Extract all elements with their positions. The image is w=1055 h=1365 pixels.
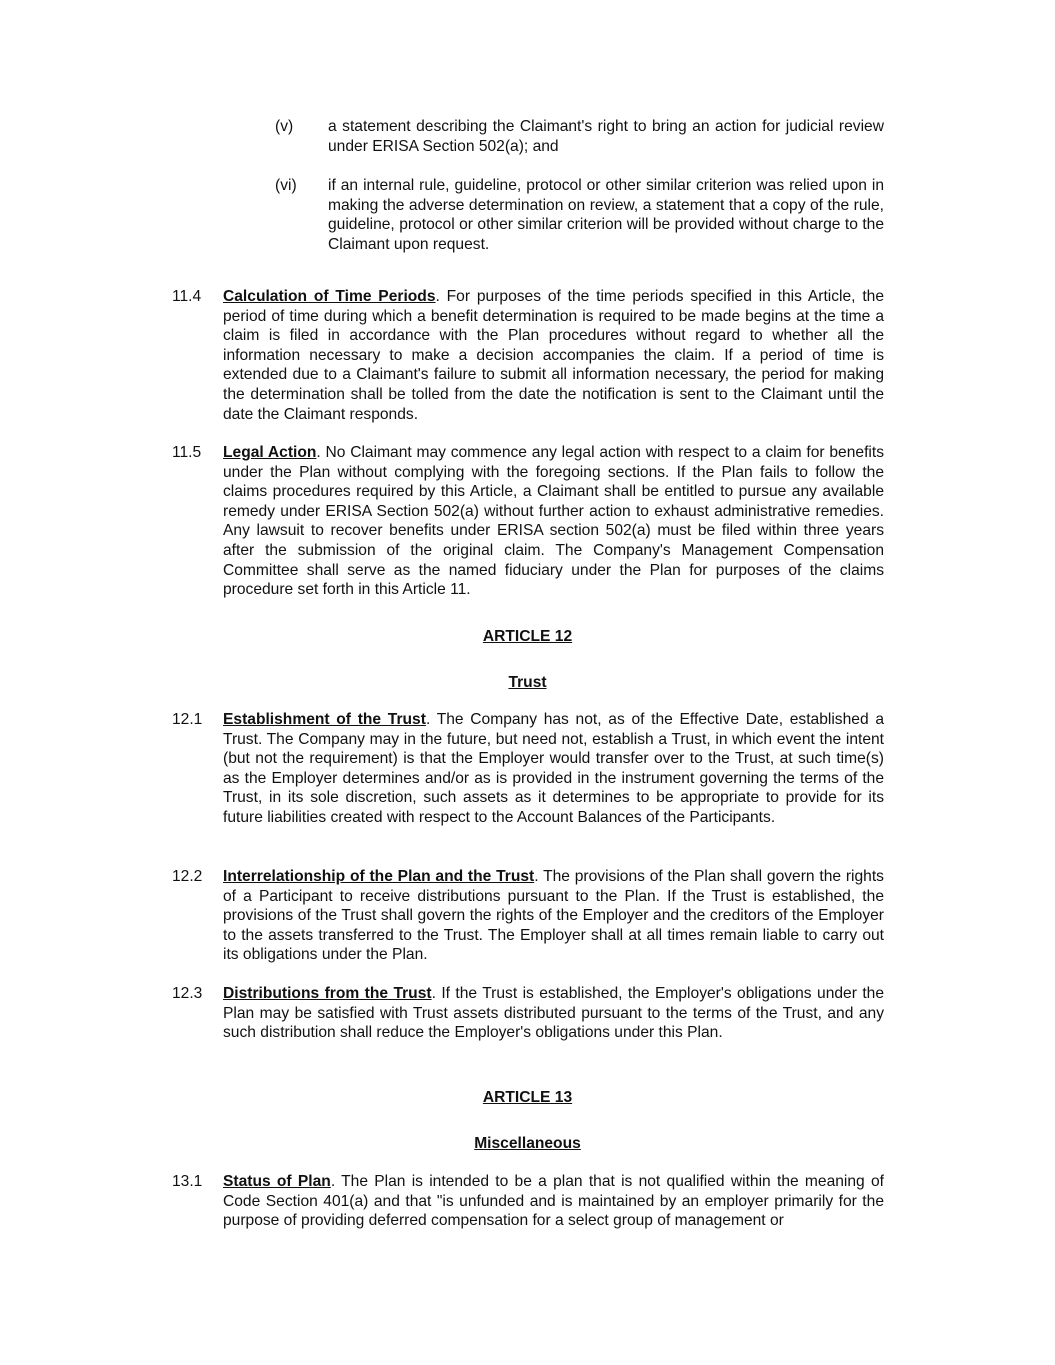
subitem-text: if an internal rule, guideline, protocol or other similar criterion was relied upon in making the adverse determination on review, a statement that a copy of the rule, guideline, protocol or other similar criterion will be provided without charge to the Claimant upon request. (328, 177, 884, 253)
section-11-5 (172, 443, 884, 600)
article-13-title: ARTICLE 13 (482, 1089, 573, 1106)
article-12-title: ARTICLE 12 (482, 628, 573, 645)
article-13-subtitle: Miscellaneous (474, 1135, 581, 1152)
section-text: . The Plan is intended to be a plan that is not qualified within the meaning of Code Section 401(a) and that "is unfunded and is maintained by an employer primarily for the purpose of providing deferred compensation for a select group of management or (223, 1173, 884, 1230)
section-heading: Legal Action (223, 444, 317, 461)
subitem-vi (275, 176, 884, 254)
section-body (223, 1172, 884, 1231)
section-12-1 (172, 710, 884, 828)
section-12-3 (172, 984, 884, 1043)
section-number: 13.1 (172, 1173, 203, 1190)
section-number: 11.5 (172, 444, 202, 461)
section-body (223, 867, 884, 965)
section-body (223, 710, 884, 828)
section-text: . No Claimant may commence any legal action with respect to a claim for benefits under the Plan without complying with the foregoing sections. If the Plan fails to follow the claims procedures required by this Article, a Claimant shall be entitled to pursue any available remedy under ERISA Section 502(a) without further action to exhaust administrative remedies. Any lawsuit to recover benefits under ERISA section 502(a) must be filed within three years after the submission of the original claim. The Company's Management Compensation Committee shall serve as the named fiduciary under the Plan for purposes of the claims procedure set forth in this Article 11. (223, 444, 884, 599)
subitem-text: a statement describing the Claimant's right to bring an action for judicial review under ERISA Section 502(a); and (328, 118, 884, 155)
section-text: . The provisions of the Plan shall govern the rights of a Participant to receive distributions pursuant to the Plan. If the Trust is established, the provisions of the Trust shall govern the rights of the Employer and the creditors of the Employer to the assets transferred to the Trust. The Employer shall at all times remain liable to carry out its obligations under the Plan. (223, 868, 884, 964)
section-heading: Distributions from the Trust (223, 985, 432, 1002)
section-text: . The Company has not, as of the Effective Date, established a Trust. The Company may in the future, but need not, establish a Trust, in which event the intent (but not the requirement) is that the Employer would transfer over to the Trust, at such time(s) as the Employer determines and/or as is provided in the instrument governing the terms of the Trust, in its sole discretion, such assets as it determines to be appropriate to provide for its future liabilities created with respect to the Account Balances of the Participants. (223, 711, 884, 826)
section-heading: Establishment of the Trust (223, 711, 426, 728)
section-number: 12.3 (172, 985, 203, 1002)
section-body (223, 443, 884, 600)
subitem-number: (v) (275, 118, 294, 135)
section-number: 12.2 (172, 868, 203, 885)
section-body (223, 287, 884, 424)
section-body (223, 984, 884, 1043)
section-12-2 (172, 867, 884, 965)
subitem-v (275, 117, 884, 156)
section-11-4 (172, 287, 884, 424)
section-heading: Calculation of Time Periods (223, 288, 436, 305)
section-number: 11.4 (172, 288, 202, 305)
section-13-1 (172, 1172, 884, 1231)
section-text: . If the Trust is established, the Employer's obligations under the Plan may be satisfied with Trust assets distributed pursuant to the terms of the Trust, and any such distribution shall reduce the Employer's obligations under this Plan. (223, 985, 884, 1042)
article-12-subtitle: Trust (508, 674, 547, 691)
section-text: . For purposes of the time periods specified in this Article, the period of time during which a benefit determination is required to be made begins at the time a claim is filed in accordance with the Plan procedures without regard to whether all the information necessary to make a decision accompanies the claim. If a period of time is extended due to a Claimant's failure to submit all information necessary, the period for making the determination shall be tolled from the date the notification is sent to the Claimant until the date the Claimant responds. (223, 288, 884, 423)
section-number: 12.1 (172, 711, 203, 728)
section-heading: Status of Plan (223, 1173, 331, 1190)
section-heading: Interrelationship of the Plan and the Trust (223, 868, 535, 885)
subitem-number: (vi) (275, 177, 297, 194)
